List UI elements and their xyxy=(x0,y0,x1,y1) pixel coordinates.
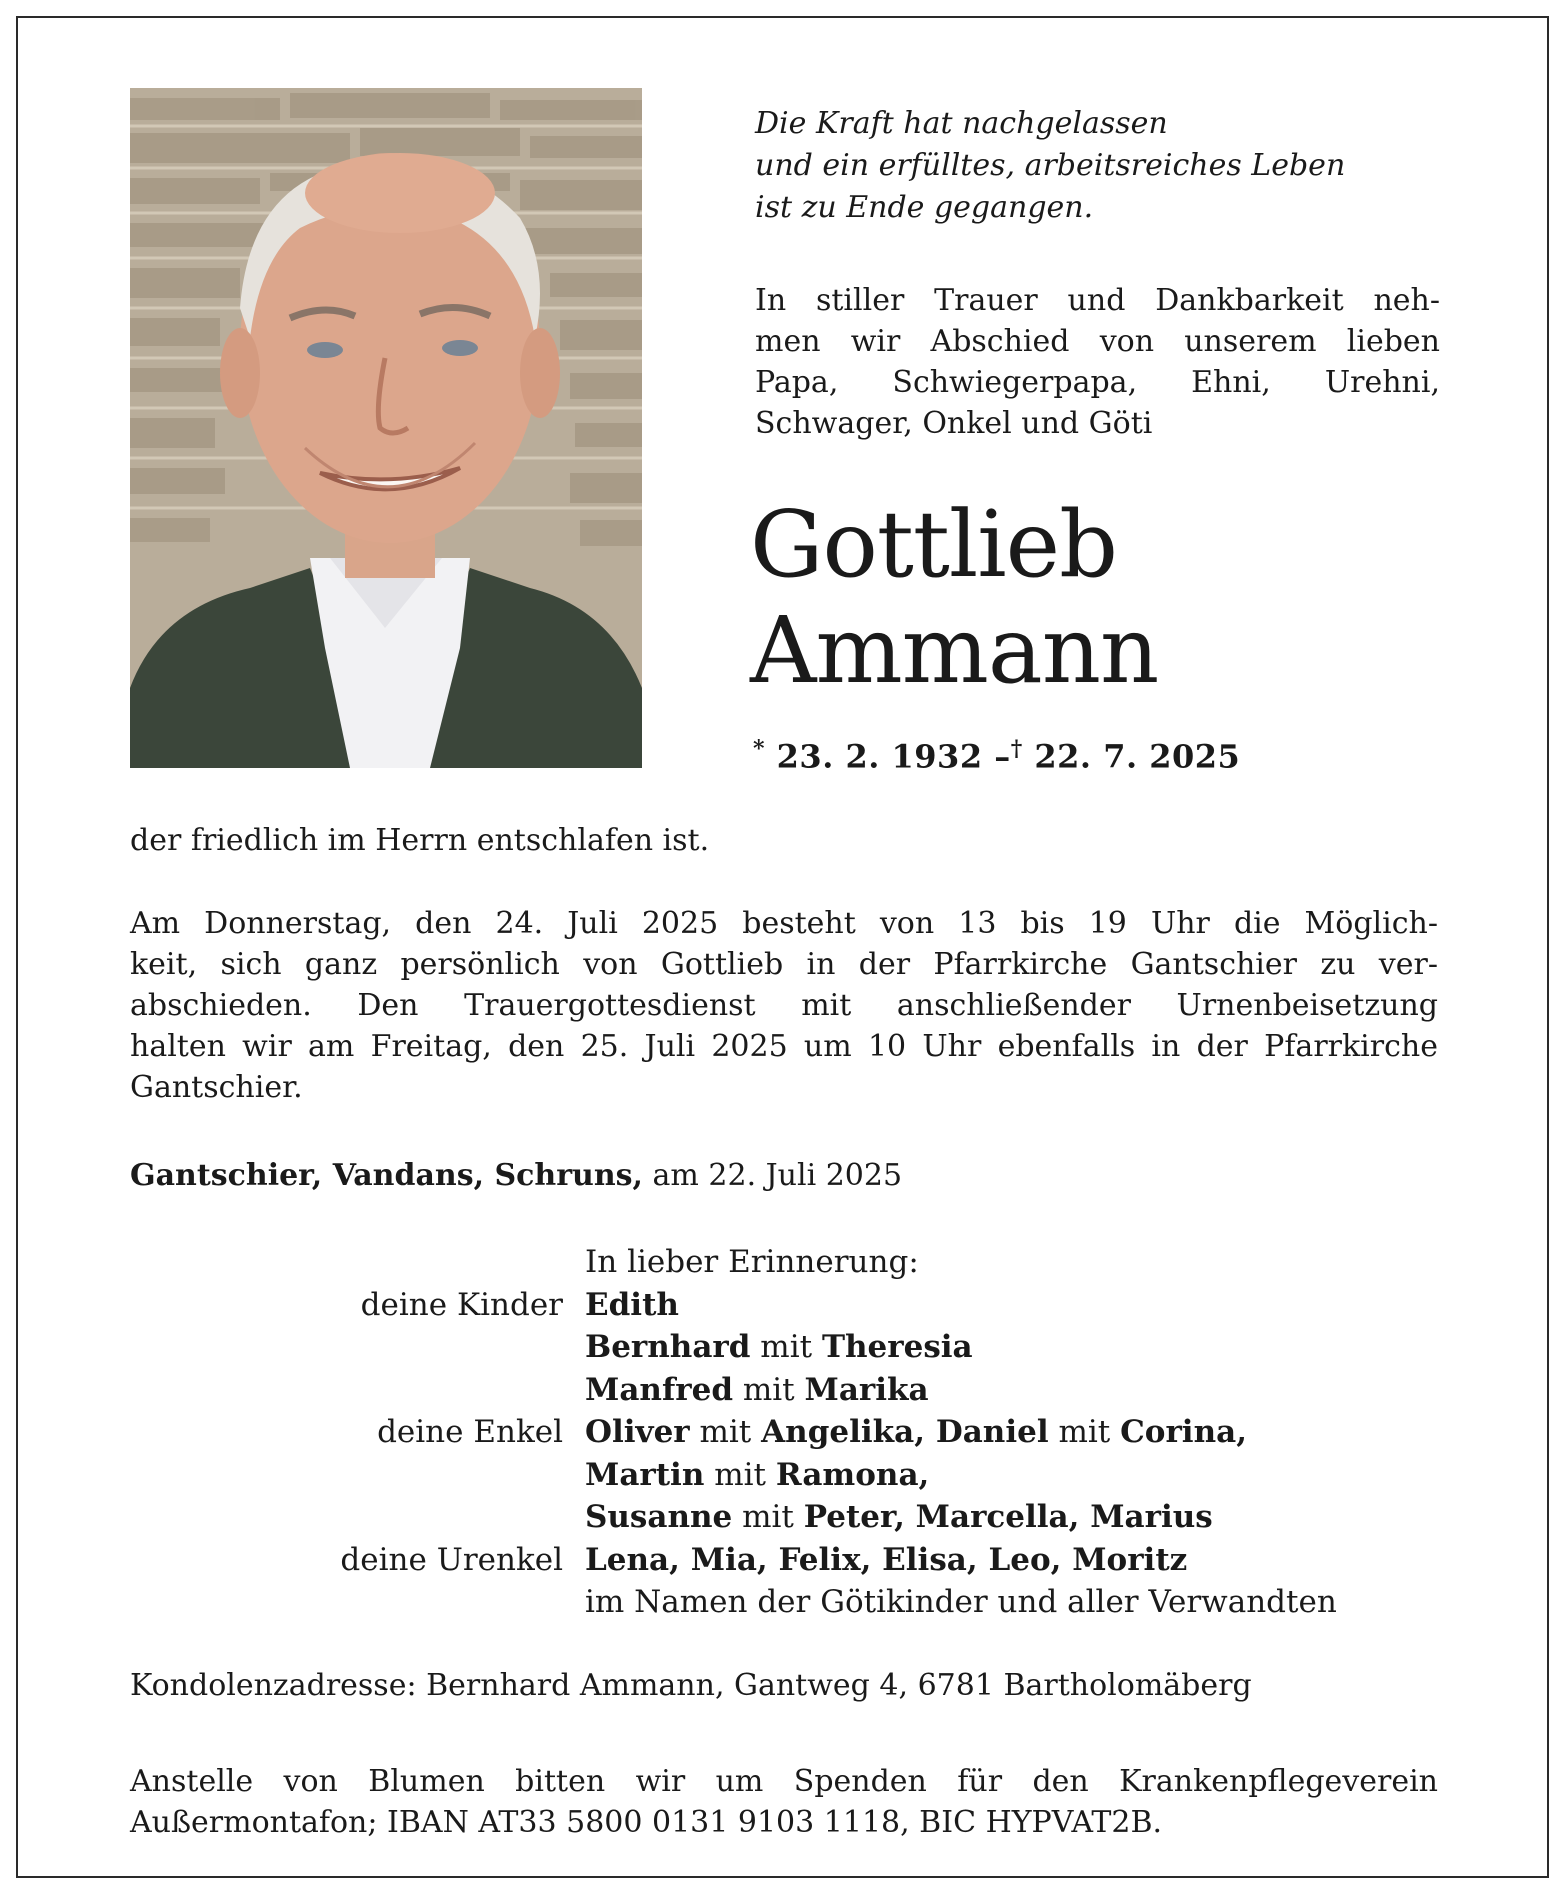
family-member: Lena, Mia, Felix, Elisa, Leo, Moritz xyxy=(585,1541,1188,1578)
family-member: Theresia xyxy=(821,1329,973,1365)
service-line: Am Donnerstag, den 24. Juli 2025 besteht von 13 bis 19 Uhr die Möglich- xyxy=(130,906,1438,941)
family-row xyxy=(130,1326,1440,1369)
family-member: Manfred xyxy=(585,1371,734,1408)
family-row xyxy=(130,1581,1440,1624)
kinder-label: deine Kinder xyxy=(360,1286,563,1323)
places: Gantschier, Vandans, Schruns, xyxy=(130,1158,643,1193)
family-row xyxy=(130,1454,1440,1497)
condolence-address: Kondolenzadresse: Bernhard Ammann, Gantweg 4, 6781 Bartholomäberg xyxy=(130,1668,1252,1703)
service-line: halten wir am Freitag, den 25. Juli 2025 um 10 Uhr ebenfalls in der Pfarrkirche xyxy=(130,1029,1438,1064)
conjunction: mit xyxy=(760,1329,813,1365)
family-row xyxy=(130,1496,1440,1539)
service-line: keit, sich ganz persönlich von Gottlieb in der Pfarrkirche Gantschier zu ver- xyxy=(130,947,1438,982)
donation-note xyxy=(130,1761,1438,1843)
portrait-photo xyxy=(130,88,642,768)
family-member: Edith xyxy=(585,1286,679,1323)
family-row xyxy=(130,1369,1440,1412)
quote-line: ist zu Ende gegangen. xyxy=(755,190,1094,225)
birth-date: 23. 2. 1932 xyxy=(776,737,983,776)
family-member: Oliver xyxy=(585,1414,690,1450)
conjunction: mit xyxy=(742,1371,795,1408)
conjunction: mit xyxy=(742,1499,794,1535)
memory-heading: In lieber Erinnerung: xyxy=(585,1244,919,1280)
death-date: 22. 7. 2025 xyxy=(1034,737,1241,776)
intro-line: men wir Abschied von unserem lieben xyxy=(755,324,1440,359)
first-name: Gottlieb xyxy=(750,491,1118,598)
family-member: Angelika, Daniel xyxy=(761,1414,1049,1450)
date-separator: – xyxy=(994,737,1011,776)
family-member: Susanne xyxy=(585,1499,733,1535)
family-member: Peter, Marcella, Marius xyxy=(803,1499,1213,1535)
family-member: Bernhard xyxy=(585,1329,751,1365)
service-line: Gantschier. xyxy=(130,1070,303,1105)
service-line: abschieden. Den Trauergottesdienst mit anschließender Urnenbeisetzung xyxy=(130,988,1438,1023)
conjunction: mit xyxy=(1058,1414,1111,1450)
family-row xyxy=(130,1241,1440,1284)
family-member: Marika xyxy=(804,1371,929,1408)
service-paragraph xyxy=(130,903,1438,1108)
portrait-illustration xyxy=(130,88,642,768)
family-member: Ramona, xyxy=(775,1456,930,1493)
death-symbol: † xyxy=(1010,736,1023,762)
family-closing: im Namen der Götikinder und aller Verwandten xyxy=(585,1584,1337,1620)
family-row xyxy=(130,1284,1440,1327)
donation-line: Außermontafon; IBAN AT33 5800 0131 9103 1118, BIC HYPVAT2B. xyxy=(130,1805,1163,1840)
family-member: Martin xyxy=(585,1456,705,1493)
last-name: Ammann xyxy=(750,597,1159,704)
birth-symbol: * xyxy=(753,736,766,762)
intro-line: Papa, Schwiegerpapa, Ehni, Urehni, xyxy=(755,365,1440,400)
life-dates xyxy=(753,736,1240,776)
conjunction: mit xyxy=(699,1414,752,1450)
quote-line: und ein erfülltes, arbeitsreiches Leben xyxy=(755,148,1346,183)
enkel-label: deine Enkel xyxy=(377,1414,563,1450)
quote-line: Die Kraft hat nachgelassen xyxy=(755,106,1168,141)
place-date-line xyxy=(130,1155,1438,1196)
quote-verse xyxy=(755,103,1455,229)
family-row xyxy=(130,1411,1440,1454)
intro-line: Schwager, Onkel und Göti xyxy=(755,406,1153,441)
peaceful-line: der friedlich im Herrn entschlafen ist. xyxy=(130,823,710,858)
deceased-name xyxy=(750,492,1158,704)
donation-line: Anstelle von Blumen bitten wir um Spenden für den Krankenpflegeverein xyxy=(130,1764,1438,1799)
intro-line: In stiller Trauer und Dankbarkeit neh- xyxy=(755,283,1440,318)
family-list xyxy=(130,1241,1440,1624)
place-date: am 22. Juli 2025 xyxy=(652,1158,903,1193)
family-member: Corina, xyxy=(1120,1414,1247,1450)
conjunction: mit xyxy=(714,1456,767,1493)
family-row xyxy=(130,1539,1440,1582)
urenkel-label: deine Urenkel xyxy=(340,1541,563,1578)
intro-text xyxy=(755,280,1440,444)
